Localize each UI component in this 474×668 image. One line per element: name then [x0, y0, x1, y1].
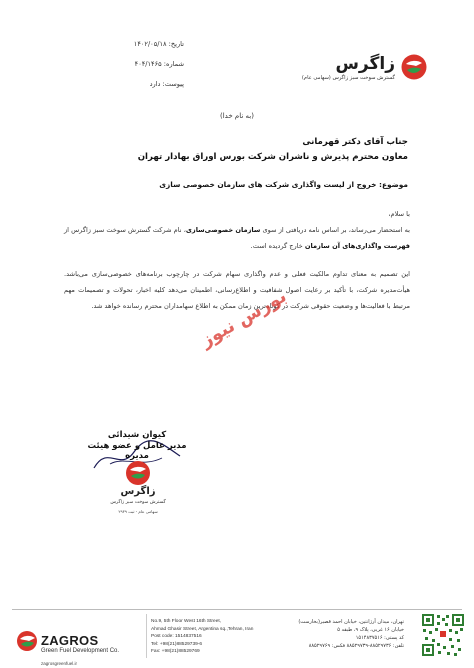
signatory-title: مدیر عامل و عضو هیئت مدیره	[87, 441, 187, 461]
addressee-title: معاون محترم پذیرش و ناشران شرکت بورس اوراق بهادار تهران	[137, 152, 408, 162]
attachment-label: پیوست: دارد	[149, 80, 184, 88]
fa-address-line: تهران، میدان آرژانتین، خیابان احمد قصیر(بخارست)	[298, 619, 404, 625]
signature-block	[82, 430, 192, 530]
logo-wordmark: زاگرس	[335, 54, 395, 74]
en-address-line: No.9, 5th Floor West 16th Street,	[151, 619, 222, 624]
footer-separator	[146, 614, 147, 658]
p1-text-b: ، نام شرکت گسترش سوخت سبز زاگرس از	[64, 226, 186, 234]
fa-address-line: تلفن: ۸۸۵۲۹۷۳۶-۸۸۵۲۹۷۳۹ فکس: ۸۸۵۲۹۷۶۹	[308, 643, 404, 649]
stamp-wordmark: زاگرس	[120, 486, 156, 497]
stamp-registration: سهامی عام - ثبت ۲۹۳۹	[118, 509, 158, 514]
p1-text-c: خارج گردیده است.	[250, 242, 305, 250]
p1-bold-org: سازمان خصوصی‌سازی	[185, 226, 261, 234]
footer-divider	[12, 609, 462, 610]
p1-bold-list: فهرست واگذاری‌های آن سازمان	[304, 242, 410, 250]
footer-website: zagrosgreenfuel.ir	[41, 661, 78, 666]
fa-address-line: خیابان ۱۶ غربی، پلاک ۹، طبقه ۵	[337, 627, 404, 633]
stamp-subtitle: گسترش سوخت سبز زاگرس	[110, 500, 166, 505]
footer-brand-subtitle: Green Fuel Development Co.	[41, 648, 120, 654]
qr-code-icon	[421, 613, 465, 657]
watermark-stamp: بورس نیوز	[197, 285, 291, 352]
paragraph-2: این تصمیم به معنای تداوم مالکیت فعلی و عدم واگذاری سهام شرکت در چارچوب برنامه‌های خصوصی‌سازی می‌باشد. هیأت‌مدیره شرکت، با تأکید بر رعایت اصول شفافیت و اطلاع‌رسانی، اطمینان می‌دهد کلیه اخبار، تحولات و تصمیمات مهم مرتبط با فعالیت‌ها و وضعیت حقوقی شرکت در کوتاه‌ترین زمان ممکن به اطلاع سهامداران محترم رسانده خواهد شد.	[64, 270, 410, 310]
logo-subtitle: گسترش سوخت سبز زاگرس (سهامی عام)	[301, 75, 395, 81]
zagros-logo-icon	[401, 54, 427, 80]
en-address-line: Post code: 1514837516	[151, 634, 202, 639]
letter-meta	[64, 34, 184, 94]
subject-line: موضوع: خروج از لیست واگذاری شرکت های سازمان خصوصی سازی	[159, 180, 408, 189]
footer-brand: ZAGROS	[41, 633, 99, 648]
footer-logo-icon	[15, 630, 39, 652]
company-logo	[302, 48, 427, 88]
bismillah: (به نام خدا)	[220, 112, 254, 120]
en-address-line: Tel: +98(21)88529739-6	[151, 641, 203, 647]
en-address-line: Fax: +98(21)88529769	[151, 649, 200, 654]
paragraph-1	[64, 222, 410, 254]
stamp-logo-icon	[116, 458, 160, 488]
date-label: تاریخ: ۱۴۰۲/۰۵/۱۸	[133, 40, 184, 48]
fa-address-line: کد پستی: ۱۵۱۴۸۳۷۵۱۶	[355, 635, 404, 641]
greeting: با سلام،	[388, 210, 410, 218]
p1-text-a: به استحضار می‌رساند، بر اساس نامه دریافتی از سوی	[260, 226, 410, 234]
addressee: جناب آقای دکتر قهرمانی	[302, 137, 408, 147]
signatory-name: کیوان شیدائی	[107, 430, 167, 440]
footer-english-address	[151, 618, 253, 656]
footer-persian-address	[254, 618, 404, 650]
number-label: شماره: ۴۰۴/۱۴۶۵	[134, 60, 184, 68]
en-address-line: Ahmad Ghasir Street, Argentina sq.,Tehran, Iran	[151, 626, 254, 632]
